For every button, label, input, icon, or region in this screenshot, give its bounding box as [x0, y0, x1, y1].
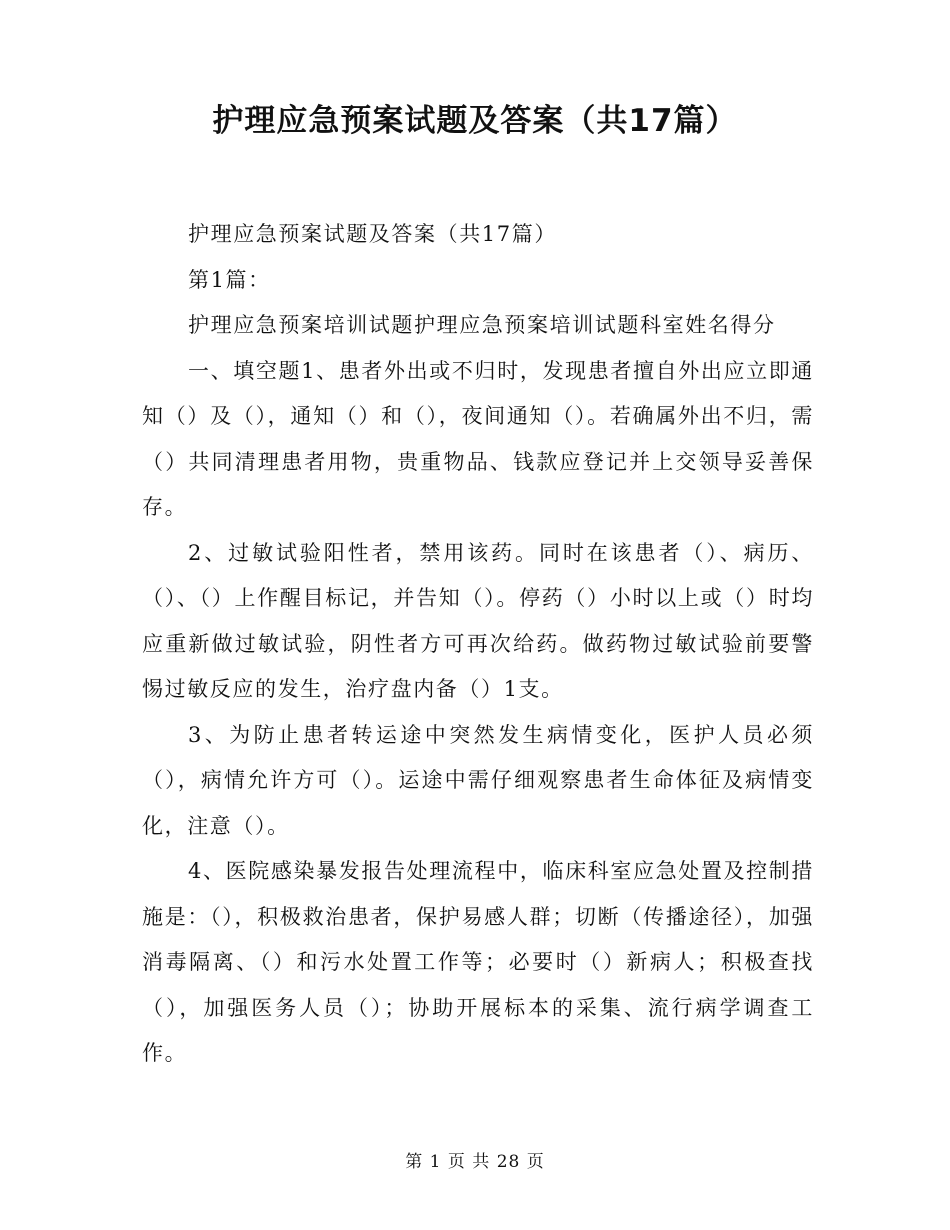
paragraph-question-3: 3、为防止患者转运途中突然发生病情变化，医护人员必须（），病情允许方可（）。运途中需仔细观察患者生命体征及病情变化，注意（）。: [142, 722, 814, 838]
paragraph-question-4: 4、医院感染暴发报告处理流程中，临床科室应急处置及控制措施是：（），积极救治患者，保护易感人群；切断（传播途径），加强消毒隔离、（）和污水处置工作等；必要时（）新病人；积极查找（），加强医务人员（）；协助开展标本的采集、流行病学调查工作。: [142, 859, 814, 1065]
paragraph-section-label: 第1篇：: [188, 267, 271, 292]
page-number-label: 第 1 页 共 28 页: [405, 1152, 545, 1172]
paragraph-question-2: 2、过敏试验阳性者，禁用该药。同时在该患者（）、病历、（）、（）上作醒目标记，并告知（）。停药（）小时以上或（）时均应重新做过敏试验，阴性者方可再次给药。做药物过敏试验前要警惕过敏反应的发生，治疗盘内备（）1支。: [142, 540, 814, 701]
document-title: 护理应急预案试题及答案（共17篇）: [212, 103, 738, 139]
paragraph-heading: 护理应急预案试题及答案（共17篇）: [188, 222, 557, 246]
document-body: [142, 212, 814, 1077]
paragraph-question-1: 一、填空题1、患者外出或不归时，发现患者擅自外出应立即通知（）及（），通知（）和（），夜间通知（）。若确属外出不归，需（）共同清理患者用物，贵重物品、钱款应登记并上交领导妥善保存。: [142, 358, 814, 519]
page-footer: [0, 1148, 950, 1176]
paragraph-exam-header: 护理应急预案培训试题护理应急预案培训试题科室姓名得分: [188, 313, 776, 337]
